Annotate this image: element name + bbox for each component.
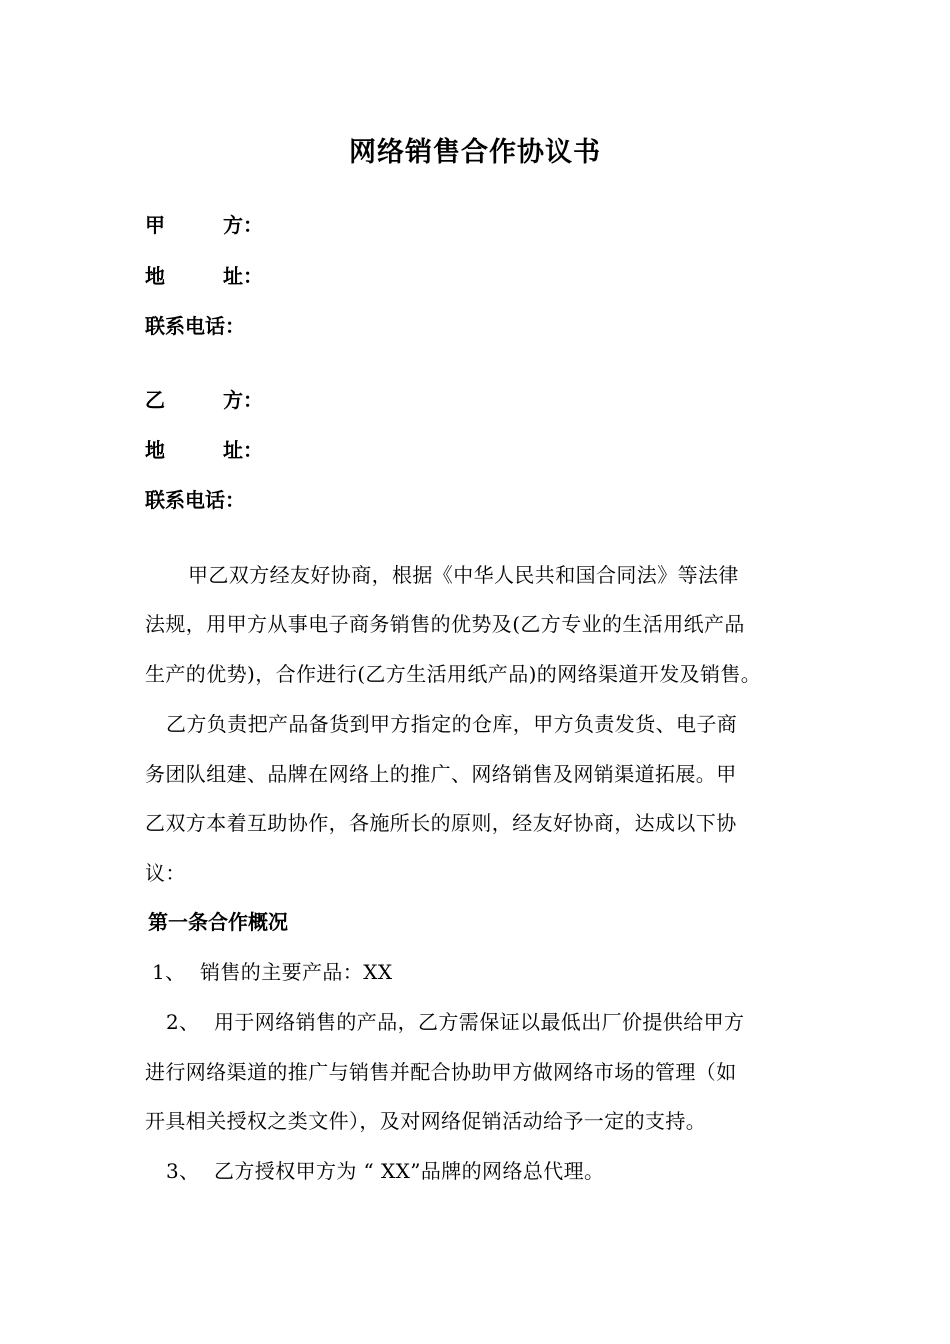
- party-a-name-label: 甲方: [145, 213, 243, 237]
- party-b-name-field: 乙方：: [145, 385, 263, 415]
- intro-line: 议：: [145, 861, 186, 885]
- party-b-address-label: 地址: [145, 438, 243, 462]
- party-a-name-field: 甲方：: [145, 210, 263, 240]
- section-1-heading: 第一条合作概况: [148, 910, 288, 934]
- intro-line: 乙方负责把产品备货到甲方指定的仓库，甲方负责发货、电子商: [166, 712, 738, 736]
- party-b-phone-label: 联系电话: [145, 488, 225, 512]
- intro-line: 乙双方本着互助协作，各施所长的原则，经友好协商，达成以下协: [145, 811, 737, 835]
- intro-line: 生产的优势)，合作进行(乙方生活用纸产品)的网络渠道开发及销售。: [145, 662, 762, 686]
- section-1-item-2-line: 开具相关授权之类文件），及对网络促销活动给予一定的支持。: [145, 1109, 707, 1133]
- section-1-item-2: [166, 1007, 744, 1037]
- item-text: 乙方授权甲方为 “ XX”品牌的网络总代理。: [214, 1159, 605, 1183]
- party-b-name-label: 乙方: [145, 388, 243, 412]
- intro-line: 甲乙双方经友好协商，根据《中华人民共和国合同法》等法律: [188, 563, 739, 587]
- intro-line: 法规，用甲方从事电子商务销售的优势及(乙方专业的生活用纸产品: [145, 612, 745, 636]
- document-title: 网络销售合作协议书: [349, 137, 601, 168]
- item-number: 2、: [166, 1010, 200, 1034]
- item-number: 3、: [166, 1159, 200, 1183]
- item-number: 1、: [152, 960, 186, 984]
- section-1-item-3: [166, 1156, 604, 1186]
- intro-line: 务团队组建、品牌在网络上的推广、网络销售及网销渠道拓展。甲: [145, 762, 737, 786]
- party-a-address-field: 地址：: [145, 261, 263, 291]
- item-text: 销售的主要产品：XX: [200, 960, 393, 984]
- party-a-phone-label: 联系电话: [145, 314, 225, 338]
- party-b-address-field: 地址：: [145, 435, 263, 465]
- section-1-item-2-line: 进行网络渠道的推广与销售并配合协助甲方做网络市场的管理（如: [145, 1060, 737, 1084]
- item-text: 用于网络销售的产品，乙方需保证以最低出厂价提供给甲方: [214, 1010, 745, 1034]
- party-a-phone-field: 联系电话：: [145, 311, 245, 341]
- party-b-phone-field: 联系电话：: [145, 485, 245, 515]
- section-1-item-1: [152, 957, 392, 987]
- party-a-address-label: 地址: [145, 264, 243, 288]
